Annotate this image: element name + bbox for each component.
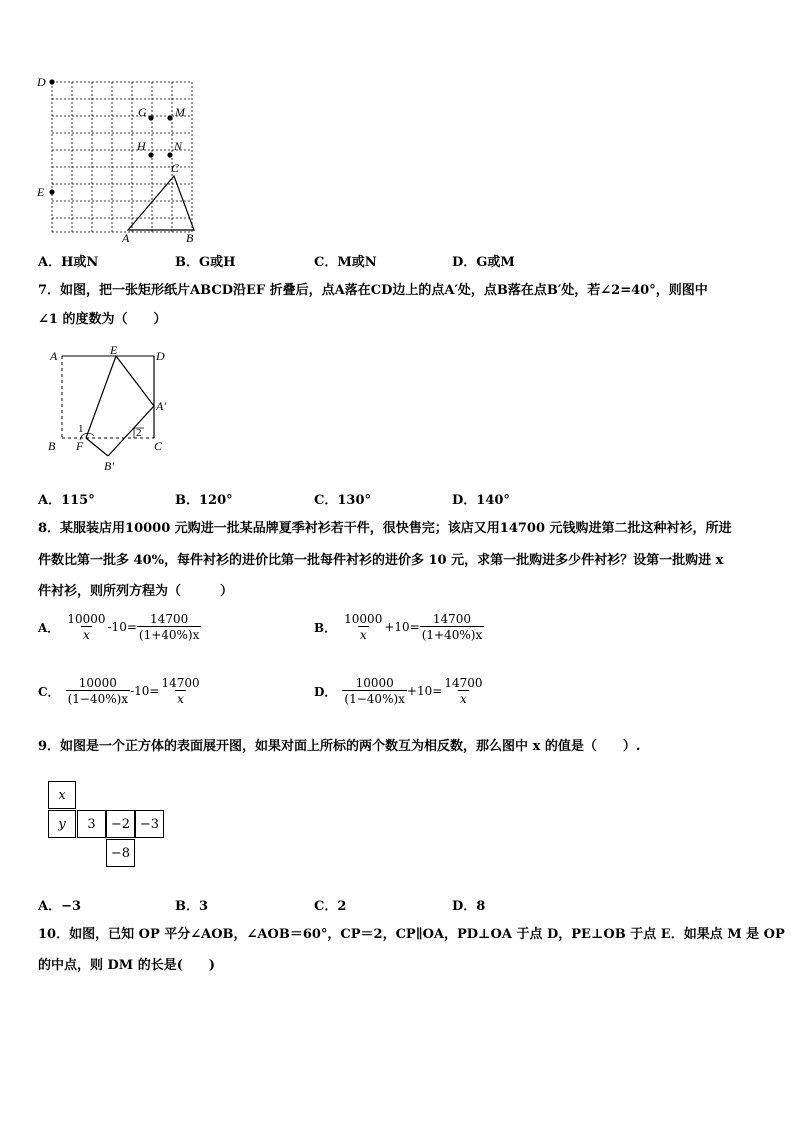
net-cell-minus8: −8 — [106, 839, 135, 867]
net-cell-y: y — [48, 810, 76, 838]
label-a: A — [50, 349, 58, 363]
label-c: C — [171, 161, 180, 175]
point-n — [167, 152, 172, 157]
net-cell-minus3: −3 — [135, 810, 164, 838]
label-e: E — [37, 185, 45, 199]
label-m: M — [175, 105, 185, 119]
q9-option-c[interactable]: C．2 — [314, 899, 347, 914]
point-m — [167, 115, 172, 120]
fraction-right: $\frac{14700}{(1+40\%)x}$ — [138, 612, 200, 642]
label-b: B — [186, 231, 194, 245]
q8-option-b[interactable] — [314, 612, 484, 642]
option-label: B． — [314, 620, 337, 635]
net-cell-3: 3 — [77, 810, 106, 838]
label-c: C — [154, 439, 163, 453]
label-e: E — [110, 344, 118, 357]
q6-grid-figure — [34, 72, 214, 247]
q7-option-b[interactable]: B．120° — [175, 493, 233, 508]
q10-text-line1: 10．如图，已知 OP 平分∠AOB，∠AOB＝60°，CP＝2，CP∥OA，PD⊥OA 于点 D，PE⊥OB 于点 E．如果点 M 是 OP — [38, 927, 785, 942]
q8-option-a[interactable] — [38, 612, 201, 642]
option-label: C． — [38, 684, 60, 699]
q8-option-c[interactable] — [38, 676, 202, 706]
q7-option-c[interactable]: C．130° — [314, 493, 371, 508]
label-b: B — [48, 439, 56, 453]
point-d — [49, 79, 54, 84]
operator: -10= — [107, 620, 137, 634]
fraction-right: $\frac{14700}{x}$ — [161, 676, 200, 706]
label-n: N — [174, 139, 183, 153]
operator: +10= — [384, 620, 420, 634]
q8-option-d[interactable] — [314, 676, 485, 706]
fraction-right: $\frac{14700}{(1+40\%)x}$ — [421, 612, 483, 642]
fraction-left: $\frac{10000}{x}$ — [344, 612, 383, 642]
fraction-left: $\frac{10000}{(1-40\%)x}$ — [67, 676, 129, 706]
point-g — [148, 115, 153, 120]
q6-option-b[interactable]: B．G或H — [175, 255, 236, 270]
q6-option-a[interactable]: A．H或N — [38, 255, 99, 270]
q10-text-line2: 的中点，则 DM 的长是( ) — [38, 958, 216, 973]
label-d: D — [156, 349, 165, 363]
q9-option-a[interactable]: A．−3 — [38, 899, 82, 914]
fraction-left: $\frac{10000}{(1-40\%)x}$ — [344, 676, 405, 706]
fraction-left: $\frac{10000}{x}$ — [67, 612, 106, 642]
net-cell-x: x — [48, 781, 76, 809]
q7-option-a[interactable]: A．115° — [38, 493, 95, 508]
label-a-prime: A' — [156, 399, 166, 413]
q6-option-d[interactable]: D．G或M — [452, 255, 515, 270]
label-b-prime: B' — [104, 459, 114, 473]
option-label: D． — [314, 684, 337, 699]
q7-option-d[interactable]: D．140° — [452, 493, 510, 508]
label-g: G — [138, 105, 147, 119]
q6-option-c[interactable]: C．M或N — [314, 255, 377, 270]
q9-option-b[interactable]: B．3 — [175, 899, 209, 914]
q8-text-line3: 件衬衫，则所列方程为（ ） — [38, 584, 234, 599]
label-h: H — [137, 139, 146, 153]
operator: +10= — [406, 684, 443, 698]
angle-2-label: 2 — [136, 427, 142, 439]
q8-text-line2: 件数比第一批多 40%，每件衬衫的进价比第一批每件衬衫的进价多 10 元，求第一批购进多少件衬衫？设第一批购进 x — [38, 553, 724, 568]
q8-text-line1: 8．某服装店用10000 元购进一批某品牌夏季衬衫若干件，很快售完；该店又用14700 元钱购进第二批这种衬衫，所进 — [38, 521, 732, 536]
operator: -10= — [130, 684, 160, 698]
q7-fold-figure — [44, 344, 174, 474]
option-label: A． — [38, 620, 60, 635]
q7-text-line1: 7．如图，把一张矩形纸片ABCD沿EF 折叠后，点A落在CD边上的点A′处，点B落在点B′处，若∠2=40°，则图中 — [38, 283, 708, 298]
label-a: A — [122, 231, 130, 245]
q7-text-line2: ∠1 的度数为（ ） — [38, 312, 167, 327]
q9-cube-net — [48, 781, 166, 869]
point-e — [49, 189, 54, 194]
angle-1-label: 1 — [78, 423, 84, 435]
label-d: D — [37, 75, 46, 89]
q9-option-d[interactable]: D．8 — [452, 899, 486, 914]
fraction-right: $\frac{14700}{x}$ — [444, 676, 483, 706]
point-h — [148, 152, 153, 157]
label-f: F — [76, 439, 84, 453]
net-cell-minus2: −2 — [106, 810, 135, 838]
q9-text-line1: 9．如图是一个正方体的表面展开图，如果对面上所标的两个数互为相反数，那么图中 x 的值是（ ）. — [38, 739, 641, 754]
